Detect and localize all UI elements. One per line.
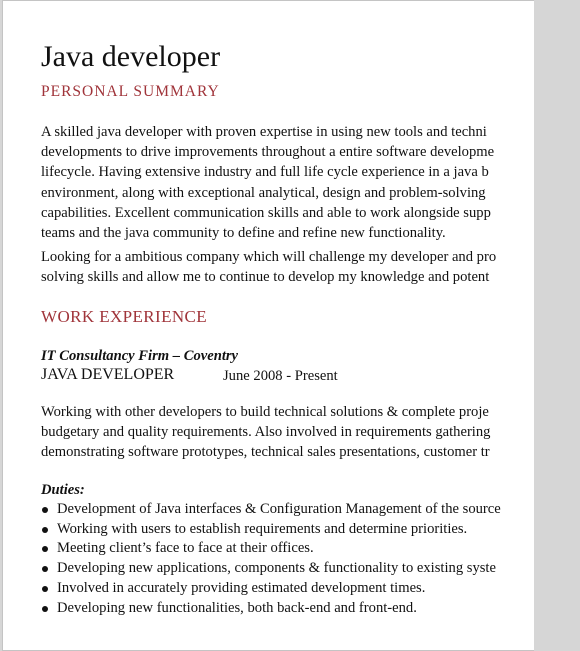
bullet-icon	[42, 566, 48, 572]
text-line: developments to drive improvements throughout a entire software developme	[41, 144, 495, 161]
bullet-icon	[42, 586, 48, 592]
duty-text: Development of Java interfaces & Configuration Management of the source	[57, 501, 501, 517]
text-line: environment, along with exceptional analytical, design and problem-solving	[41, 184, 486, 201]
bullet-icon	[42, 546, 48, 552]
text-line: capabilities. Excellent communication skills and able to work alongside supp	[41, 204, 491, 221]
text-line: solving skills and allow me to continue to develop my knowledge and potent	[41, 269, 490, 286]
text-line: A skilled java developer with proven expertise in using new tools and techni	[41, 124, 487, 140]
text-line: budgetary and quality requirements. Also involved in requirements gathering	[41, 424, 491, 441]
job-title: JAVA DEVELOPER	[41, 366, 175, 383]
bullet-icon	[42, 507, 48, 513]
job-description	[41, 402, 490, 463]
list-item	[41, 579, 501, 599]
duty-text: Meeting client’s face to face at their offices.	[57, 540, 314, 557]
list-item	[41, 559, 501, 579]
text-line: Working with other developers to build technical solutions & complete proje	[41, 404, 489, 420]
list-item	[41, 520, 501, 540]
company-name: IT Consultancy Firm – Coventry	[41, 348, 239, 364]
text-line: lifecycle. Having extensive industry and full life cycle experience in a java b	[41, 164, 489, 181]
list-item	[41, 500, 501, 520]
duty-text: Working with users to establish requirements and determine priorities.	[57, 520, 468, 537]
text-line: Looking for a ambitious company which will challenge my developer and pro	[41, 249, 497, 265]
bullet-icon	[42, 527, 48, 533]
personal-summary-paragraph-1	[41, 122, 494, 243]
job-dates: June 2008 - Present	[223, 368, 338, 384]
job-title-line	[41, 365, 338, 385]
work-experience-heading: WORK EXPERIENCE	[41, 307, 208, 326]
resume-page	[2, 0, 534, 651]
text-line: teams and the java community to define and refine new functionality.	[41, 225, 446, 242]
list-item	[41, 599, 501, 619]
personal-summary-heading: PERSONAL SUMMARY	[41, 83, 220, 100]
personal-summary-paragraph-2	[41, 247, 496, 287]
resume-title: Java developer	[41, 40, 221, 73]
duties-list	[41, 500, 501, 618]
duties-label: Duties:	[41, 482, 85, 498]
duty-text: Involved in accurately providing estimated development times.	[57, 579, 426, 596]
duty-text: Developing new applications, components & functionality to existing syste	[57, 560, 496, 577]
duty-text: Developing new functionalities, both back-end and front-end.	[57, 599, 417, 616]
bullet-icon	[42, 606, 48, 612]
text-line: demonstrating software prototypes, technical sales presentations, customer tr	[41, 444, 490, 461]
list-item	[41, 539, 501, 559]
